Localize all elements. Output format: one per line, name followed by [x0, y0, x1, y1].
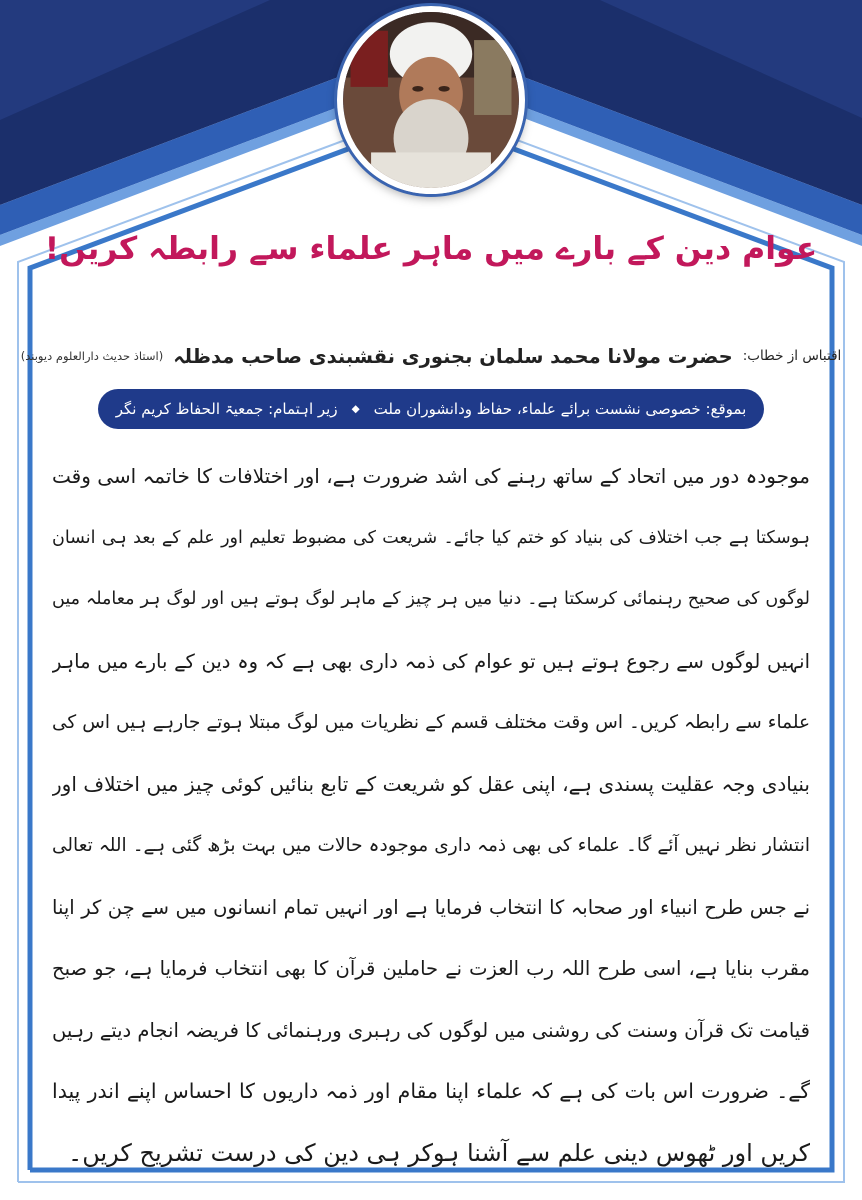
body-line: نے جس طرح انبیاء اور صحابہ کا انتخاب فرمایا ہے اور انہیں تمام انسانوں میں سے چن کر اپنا: [52, 895, 810, 919]
article-body: [52, 446, 810, 1186]
portrait-photo: [337, 6, 525, 194]
body-line: مقرب بنایا ہے، اسی طرح اللہ رب العزت نے حاملین قرآن کا بھی انتخاب فرمایا ہے، جو صبح: [52, 957, 810, 980]
byline-note: (استاذ حدیث دارالعلوم دیوبند): [20, 349, 164, 363]
body-line: انتشار نظر نہیں آئے گا۔ علماء کی بھی ذمہ داری موجودہ حالات میں بہت بڑھ گئی ہے۔ اللہ تعالی: [52, 835, 810, 856]
byline: [20, 336, 842, 376]
body-line: گے۔ ضرورت اس بات کی ہے کہ علماء اپنا مقام اور ذمہ داریوں کا احساس اپنے اندر پیدا: [52, 1079, 810, 1103]
separator-diamond-icon: ◆: [351, 403, 360, 415]
body-line: موجودہ دور میں اتحاد کے ساتھ رہنے کی اشد ضرورت ہے، اور اختلافات کا خاتمہ اسی وقت: [52, 464, 810, 488]
body-line: انہیں لوگوں سے رجوع ہوتے ہیں تو عوام کی ذمہ داری بھی ہے کہ وہ دین کے بارے میں ماہر: [52, 649, 810, 673]
body-line: بنیادی وجہ عقلیت پسندی ہے، اپنی عقل کو شریعت کے تابع بنائیں کوئی چیز میں اختلاف اور: [52, 771, 810, 796]
byline-author: حضرت مولانا محمد سلمان بجنوری نقشبندی صاحب مدظلہ: [173, 344, 733, 368]
byline-prefix: اقتباس از خطاب:: [742, 348, 842, 364]
body-line: علماء سے رابطہ کریں۔ اس وقت مختلف قسم کے نظریات میں لوگ مبتلا ہوتے جارہے ہیں اس کی: [52, 712, 810, 733]
occasion-banner: [98, 389, 764, 429]
organizer-text: زیر اہتمام: جمعیۃ الحفاظ کریم نگر: [115, 400, 338, 418]
body-line: کریں اور ٹھوس دینی علم سے آشنا ہوکر ہی دین کی درست تشریح کریں۔: [68, 1138, 810, 1167]
body-line: لوگوں کی صحیح رہنمائی کرسکتا ہے۔ دنیا میں ہر چیز کے ماہر لوگ ہوتے ہیں اور لوگ ہر معاملہ میں: [52, 589, 810, 609]
headline-title: عوام دین کے بارے میں ماہر علماء سے رابطہ کریں!: [44, 231, 818, 267]
scholar-portrait-icon: [343, 12, 519, 188]
body-line: ہوسکتا ہے جب اختلاف کی بنیاد کو ختم کیا جائے۔ شریعت کی مضبوط تعلیم اور علم کے بعد ہی انسان: [52, 527, 810, 548]
body-line: قیامت تک قرآن وسنت کی روشنی میں لوگوں کی رہبری ورہنمائی کا فریضہ انجام دیتے رہیں: [52, 1018, 810, 1042]
occasion-text: بموقع: خصوصی نشست برائے علماء، حفاظ ودانشوران ملت: [373, 400, 747, 418]
